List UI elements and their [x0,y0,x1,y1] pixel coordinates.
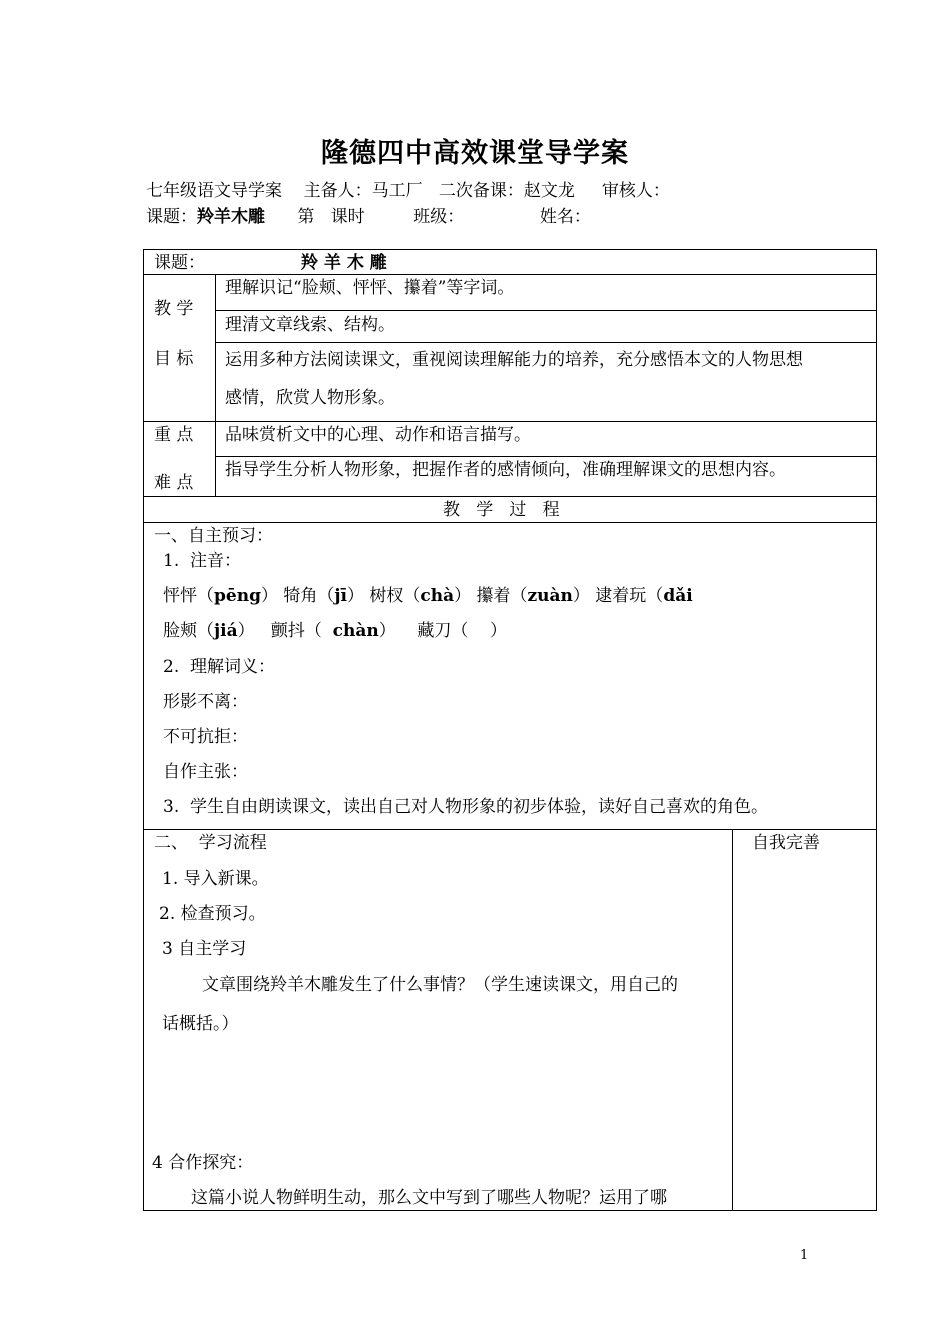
process-step: 4 合作探究： [152,1153,254,1173]
question-text: 文章围绕羚羊木雕发生了什么事情？（学生速读课文，用自己的 [202,975,678,995]
question-text: 这篇小说人物鲜明生动，那么文中写到了哪些人物呢？运用了哪 [191,1188,667,1208]
word-text: ） 藏刀（ ） [378,621,507,641]
objective-item: 感情，欣赏人物形象。 [225,388,395,408]
row-divider [143,421,877,422]
objective-item: 理清文章线索、结构。 [225,315,395,335]
pinyin-line-1 [163,585,693,607]
word-text: ） 颤抖（ [237,621,333,641]
pinyin-text: chàn [332,621,379,641]
row-divider [215,342,877,343]
pinyin-text: chà [420,586,455,606]
difficulty-label: 难 点 [154,473,194,493]
table-topic-label: 课题： [154,253,205,273]
objectives-label: 教 学 [154,299,194,319]
difficulty-item: 指导学生分析人物形象，把握作者的感情倾向，准确理解课文的思想内容。 [225,460,786,480]
row-divider [143,496,877,497]
pinyin-text: dǎi [663,586,693,606]
row-divider [215,310,877,311]
page-number: 1 [800,1248,809,1263]
word-text: ） 攥着（ [454,586,528,606]
page-title: 隆德四中高效课堂导学案 [321,138,629,169]
word-text: ） 犄角（ [260,586,335,606]
preview-item-1: 1. 注音： [163,551,242,571]
table-topic-value: 羚 羊 木 雕 [301,253,387,273]
pinyin-line-2 [163,620,507,642]
question-text: 话概括。） [162,1014,239,1034]
row-divider [143,829,877,830]
process-step: 1. 导入新课。 [162,869,269,889]
topic-value: 羚羊木雕 [197,207,265,227]
focus-item: 品味赏析文中的心理、动作和语言描写。 [225,425,531,445]
column-divider [732,829,733,1211]
topic-label: 课题： [146,207,197,227]
pinyin-text: pēng [214,586,261,606]
row-divider [215,456,877,457]
process-step: 3 自主学习 [162,939,247,959]
objective-item: 运用多种方法阅读课文，重视阅读理解能力的培养，充分感悟本文的人物思想 [225,350,803,370]
process-heading: 二、 学习流程 [154,833,267,853]
self-improve-label: 自我完善 [752,833,820,853]
objectives-label: 目 标 [154,349,194,369]
word-text: 脸颊（ [163,621,214,641]
header-line-2 [146,202,591,227]
word-text: ） 树杈（ [346,586,421,606]
process-header: 教 学 过 程 [443,500,560,520]
pinyin-text: jiá [214,621,238,641]
word-text: ） 逮着玩（ [572,586,664,606]
vocab-item: 形影不离： [163,692,248,712]
preview-item-3: 3. 学生自由朗读课文，读出自己对人物形象的初步体验，读好自己喜欢的角色。 [163,797,769,817]
process-step: 2. 检查预习。 [159,904,266,924]
row-divider [143,274,877,275]
word-text: 怦怦（ [163,586,214,606]
pinyin-text: zuàn [527,586,573,606]
column-divider [215,274,216,496]
vocab-item: 自作主张： [163,762,248,782]
header-line-1: 七年级语文导学案 主备人：马工厂 二次备课：赵文龙 审核人： [146,181,670,201]
focus-label: 重 点 [154,425,194,445]
preview-heading: 一、自主预习： [154,526,273,546]
preview-item-2: 2. 理解词义： [163,657,276,677]
vocab-item: 不可抗拒： [163,727,248,747]
header-line-2-rest: 第 课时 班级： 姓名： [265,207,591,227]
pinyin-text: jī [334,586,347,606]
objective-item: 理解识记“脸颊、怦怦、攥着”等字词。 [225,278,515,298]
row-divider [143,522,877,523]
